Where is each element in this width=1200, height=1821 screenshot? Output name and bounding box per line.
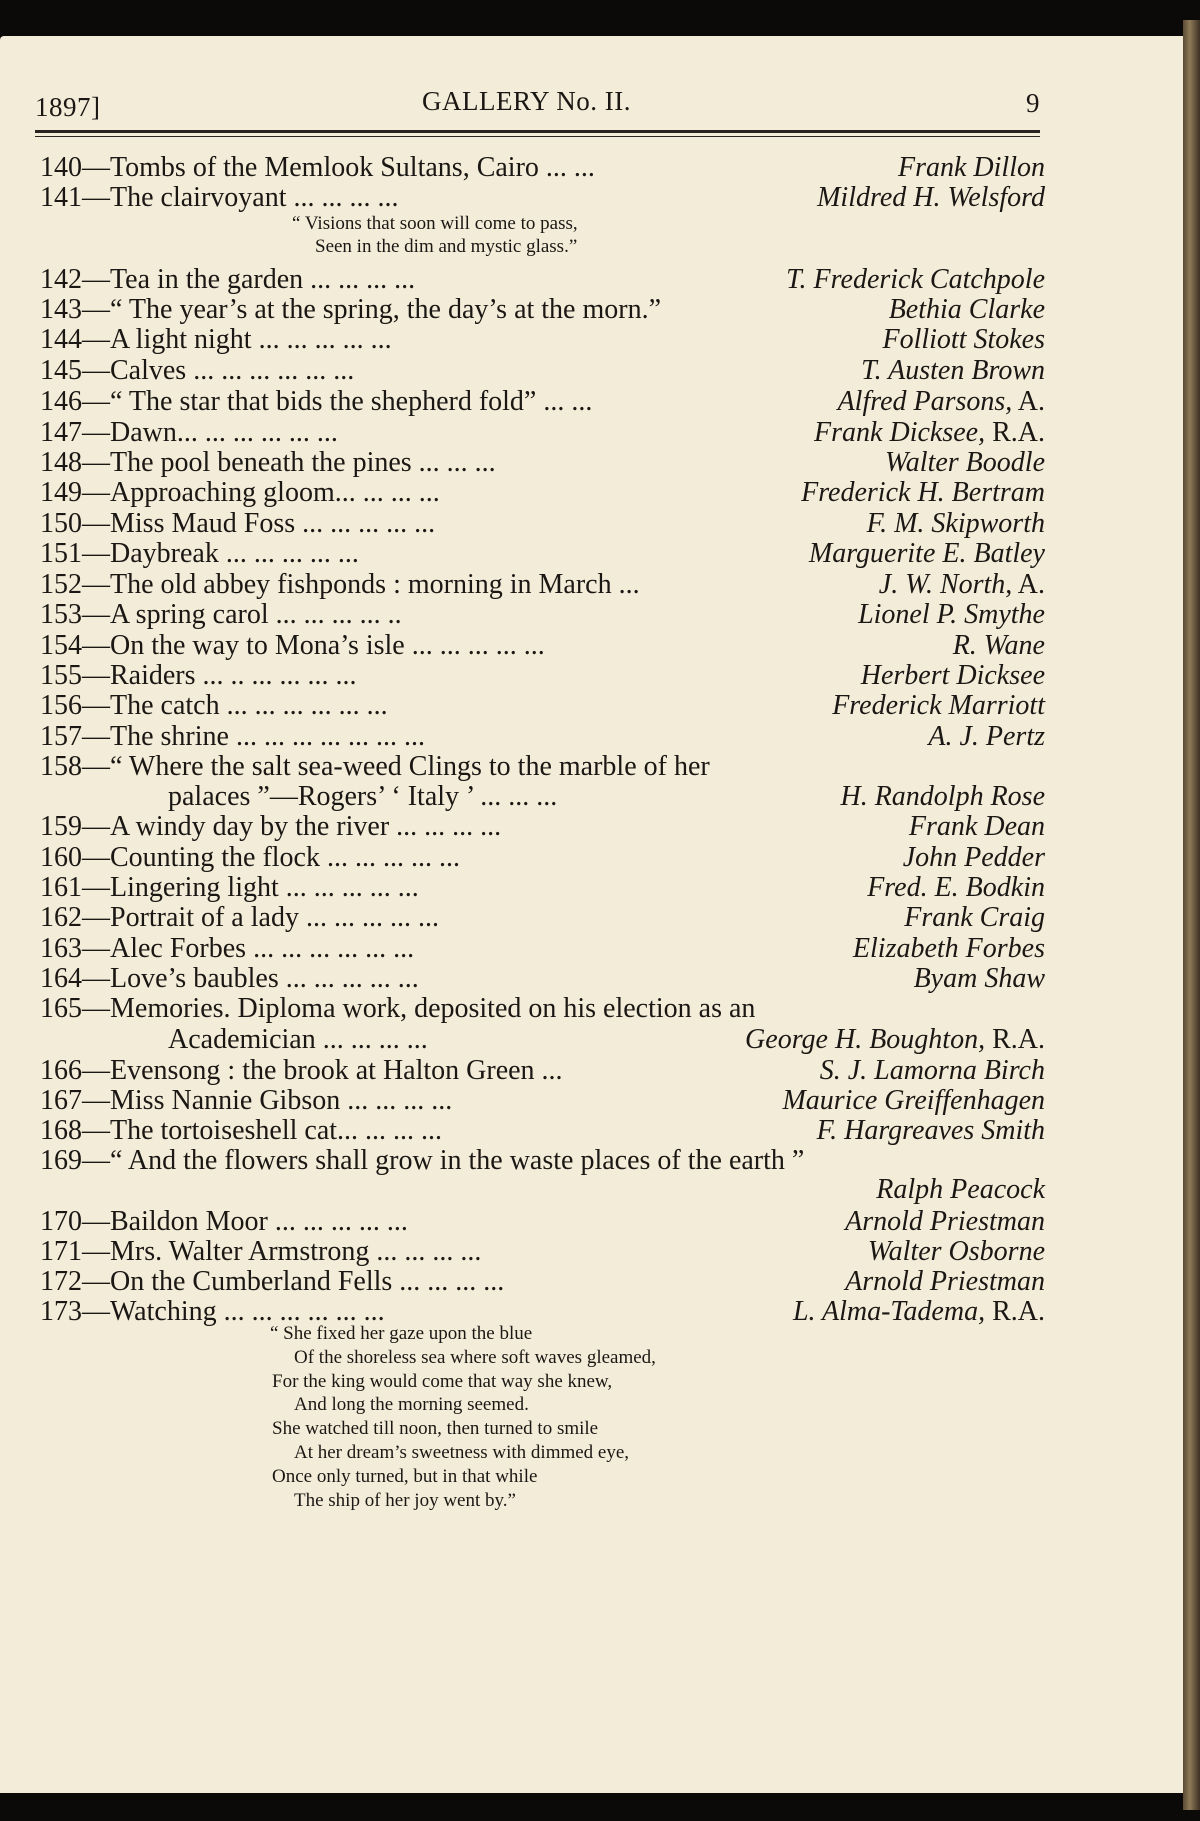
artist-name: S. J. Lamorna Birch (819, 1055, 1045, 1086)
entry-title: 144—A light night ... ... ... ... ... (40, 324, 392, 355)
entry-artist (882, 323, 1045, 357)
poem-line: At her dream’s sweetness with dimmed eye, (294, 1442, 630, 1463)
header-year: 1897] (35, 92, 101, 122)
entry-title: 149—Approaching gloom... ... ... ... (40, 477, 440, 508)
artist-name: Frederick Marriott (832, 690, 1045, 721)
entry-row (40, 932, 1045, 966)
entry-row (40, 720, 1045, 754)
entry-artist (903, 841, 1045, 875)
entry-title: 170—Baildon Moor ... ... ... ... ... (40, 1206, 408, 1237)
entry-title: 157—The shrine ... ... ... ... ... ... ... (40, 721, 425, 752)
entry-artist (861, 354, 1045, 388)
artist-name: Mildred H. Welsford (817, 182, 1045, 213)
entry-row (40, 181, 1045, 215)
entry-row (40, 1084, 1045, 1118)
entry-artist (867, 507, 1045, 541)
entry-row (40, 598, 1045, 632)
artist-name: Walter Osborne (867, 1236, 1045, 1267)
artist-honours: R.A. (985, 1296, 1045, 1327)
entry-title: 161—Lingering light ... ... ... ... ... (40, 872, 419, 903)
entry-title: 168—The tortoiseshell cat... ... ... ... (40, 1115, 443, 1146)
entry-artist (782, 1084, 1045, 1118)
poem-line: For the king would come that way she knew, (272, 1370, 613, 1392)
entry-row (40, 629, 1045, 663)
entry-title: 147—Dawn... ... ... ... ... ... (40, 417, 338, 448)
artist-name: F. Hargreaves Smith (816, 1115, 1045, 1146)
entry-title: 158—“ Where the salt sea-weed Clings to the marble of her (40, 751, 710, 782)
artist-name: Arnold Priestman (845, 1206, 1045, 1237)
entry-title: 159—A windy day by the river ... ... ... ... (40, 811, 502, 842)
entry-row (40, 354, 1045, 388)
artist-name: A. J. Pertz (928, 721, 1045, 752)
artist-name: Frank Dean (908, 811, 1045, 842)
entry-title: 169—“ And the flowers shall grow in the waste places of the earth ” (40, 1145, 805, 1176)
artist-name: T. Austen Brown (861, 355, 1045, 386)
artist-name: R. Wane (952, 630, 1045, 661)
entry-title: 160—Counting the flock ... ... ... ... ... (40, 842, 460, 873)
artist-name: H. Randolph Rose (840, 781, 1045, 812)
entry-artist (914, 962, 1045, 996)
entry-artist (745, 1023, 1045, 1057)
entry-row (40, 871, 1045, 905)
entry-row (40, 992, 1045, 1026)
entry-artist (793, 1295, 1045, 1329)
artist-name: Fred. E. Bodkin (867, 872, 1045, 903)
entry-row (40, 810, 1045, 844)
artist-name: Bethia Clarke (888, 294, 1045, 325)
entry-title: 156—The catch ... ... ... ... ... ... (40, 690, 388, 721)
entry-title: 171—Mrs. Walter Armstrong ... ... ... ... (40, 1236, 482, 1267)
entry-row (40, 446, 1045, 480)
entry-title: 162—Portrait of a lady ... ... ... ... ... (40, 902, 439, 933)
entry-title: 141—The clairvoyant ... ... ... ... (40, 182, 399, 213)
artist-name: Frederick H. Bertram (801, 477, 1045, 508)
artist-honours: R.A. (985, 1024, 1045, 1055)
entry-row (40, 1114, 1045, 1148)
entry-row (40, 385, 1045, 419)
entry-artist (845, 1265, 1045, 1299)
poem-line: “ She fixed her gaze upon the blue (270, 1323, 533, 1344)
entry-title: 166—Evensong : the brook at Halton Green ... (40, 1055, 563, 1086)
poem-line: The ship of her joy went by.” (294, 1489, 516, 1511)
entry-title: 167—Miss Nannie Gibson ... ... ... ... (40, 1085, 453, 1116)
entry-row (40, 901, 1045, 935)
artist-name: Walter Boodle (885, 447, 1045, 478)
entry-title: 154—On the way to Mona’s isle ... ... ... ... ... (40, 630, 545, 661)
entry-title: 153—A spring carol ... ... ... ... .. (40, 599, 402, 630)
artist-name: T. Frederick Catchpole (786, 264, 1045, 295)
entry-title: 164—Love’s baubles ... ... ... ... ... (40, 963, 419, 994)
entry-title: 148—The pool beneath the pines ... ... ... (40, 447, 496, 478)
artist-name: Marguerite E. Batley (808, 538, 1045, 569)
entry-artist (840, 780, 1045, 814)
entry-row (40, 689, 1045, 723)
entry-row (40, 1205, 1045, 1239)
artist-honours: A. (1012, 569, 1045, 600)
entry-artist (861, 659, 1045, 693)
entry-artist (838, 385, 1045, 419)
poem-line: Of the shoreless sea where soft waves gleamed, (294, 1346, 656, 1368)
entry-row (40, 537, 1045, 571)
entry-row (40, 151, 1045, 185)
entry-row (40, 1023, 1045, 1057)
entry-artist (868, 1235, 1045, 1269)
entry-artist (867, 871, 1045, 905)
entry-artist (909, 810, 1045, 844)
entry-row (40, 476, 1045, 510)
quote-line: “ Visions that soon will come to pass, (292, 213, 578, 234)
header-rule-thin (35, 136, 1040, 137)
poem-line: She watched till noon, then turned to smile (272, 1418, 599, 1440)
entry-artist (876, 1173, 1045, 1207)
entry-title: 163—Alec Forbes ... ... ... ... ... ... (40, 933, 415, 964)
artist-name: Alfred Parsons, (837, 386, 1013, 417)
entry-title: palaces ”—Rogers’ ‘ Italy ’ ... ... ... (168, 781, 558, 812)
artist-name: J. W. North, (878, 569, 1013, 600)
entry-artist (845, 1205, 1045, 1239)
entry-title: 155—Raiders ... .. ... ... ... ... (40, 660, 357, 691)
entry-artist (953, 629, 1045, 663)
entry-title: 140—Tombs of the Memlook Sultans, Cairo ... ... (40, 152, 595, 183)
entry-artist (879, 568, 1045, 602)
artist-name: L. Alma-Tadema, (792, 1296, 986, 1327)
entry-artist (801, 476, 1045, 510)
entry-artist (817, 181, 1045, 215)
entry-row (40, 323, 1045, 357)
entry-title: 173—Watching ... ... ... ... ... ... (40, 1296, 385, 1327)
artist-name: John Pedder (902, 842, 1045, 873)
entry-artist (820, 1054, 1045, 1088)
artist-honours: A. (1012, 386, 1045, 417)
artist-name: F. M. Skipworth (866, 508, 1045, 539)
artist-name: Frank Dillon (898, 152, 1045, 183)
entry-title: 172—On the Cumberland Fells ... ... ... ... (40, 1266, 505, 1297)
entry-artist (889, 293, 1045, 327)
entry-row (40, 1295, 1045, 1329)
entry-artist (858, 598, 1045, 632)
entry-row (40, 1265, 1045, 1299)
artist-name: Lionel P. Smythe (858, 599, 1045, 630)
poem-line: And long the morning seemed. (294, 1394, 529, 1416)
artist-name: Frank Craig (904, 902, 1045, 933)
entry-title: 146—“ The star that bids the shepherd fold” ... ... (40, 386, 593, 417)
entry-artist (853, 932, 1045, 966)
entry-title: 151—Daybreak ... ... ... ... ... (40, 538, 359, 569)
entry-artist (904, 901, 1045, 935)
entry-row (40, 293, 1045, 327)
entry-row (40, 1235, 1045, 1269)
artist-name: Elizabeth Forbes (852, 933, 1045, 964)
entry-artist (885, 446, 1045, 480)
artist-name: Folliott Stokes (882, 324, 1045, 355)
artist-name: Ralph Peacock (876, 1174, 1045, 1205)
entry-artist (786, 263, 1045, 297)
entry-title: 165—Memories. Diploma work, deposited on his election as an (40, 993, 756, 1024)
header-rule (35, 130, 1040, 133)
header-page-number: 9 (1026, 88, 1040, 118)
entry-row (40, 263, 1045, 297)
entry-title: Academician ... ... ... ... (168, 1024, 428, 1055)
entry-row (40, 416, 1045, 450)
entry-title: 145—Calves ... ... ... ... ... ... (40, 355, 355, 386)
artist-name: Arnold Priestman (845, 1266, 1045, 1297)
entry-artist (809, 537, 1045, 571)
artist-name: George H. Boughton, (745, 1024, 986, 1055)
artist-name: Herbert Dicksee (860, 660, 1045, 691)
entry-row (40, 507, 1045, 541)
entry-row (40, 841, 1045, 875)
entry-row (40, 1173, 1045, 1207)
entry-row (40, 750, 1045, 784)
entry-artist (832, 689, 1045, 723)
entry-artist (814, 416, 1045, 450)
poem-line: Once only turned, but in that while (272, 1465, 538, 1487)
artist-name: Maurice Greiffenhagen (782, 1085, 1045, 1116)
book-edge (1183, 20, 1200, 1810)
quote-line: Seen in the dim and mystic glass.” (315, 236, 578, 257)
entry-row (40, 962, 1045, 996)
catalogue-page (0, 36, 1183, 1793)
entry-artist (928, 720, 1045, 754)
entry-row (40, 780, 1045, 814)
artist-name: Frank Dicksee, (814, 417, 986, 448)
artist-honours: R.A. (985, 417, 1045, 448)
artist-name: Byam Shaw (913, 963, 1045, 994)
entry-artist (898, 151, 1045, 185)
entry-row (40, 659, 1045, 693)
entry-title: 150—Miss Maud Foss ... ... ... ... ... (40, 508, 436, 539)
entry-title: 142—Tea in the garden ... ... ... ... (40, 264, 416, 295)
entry-title: 152—The old abbey fishponds : morning in March ... (40, 569, 640, 600)
entry-row (40, 1054, 1045, 1088)
entry-artist (817, 1114, 1045, 1148)
entry-title: 143—“ The year’s at the spring, the day’s at the morn.” (40, 294, 662, 325)
entry-row (40, 568, 1045, 602)
header-title: GALLERY No. II. (422, 86, 631, 116)
